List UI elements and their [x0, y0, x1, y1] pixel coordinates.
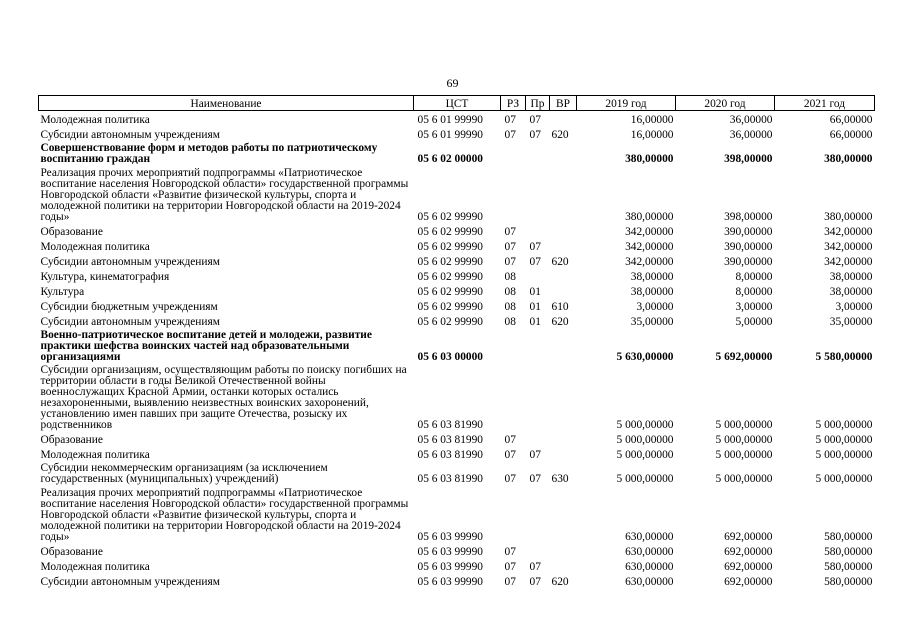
row-cst: 05 6 01 99990: [417, 129, 483, 141]
row-value-2020: 5 000,00000: [715, 419, 773, 431]
row-value-2020: 36,00000: [729, 129, 773, 141]
row-value-2021: 5 000,00000: [815, 434, 873, 446]
row-value-2020: 5 692,00000: [715, 351, 773, 363]
row-value-2020: 692,00000: [724, 576, 773, 588]
row-cst: 05 6 03 99990: [417, 531, 483, 543]
row-value-2021: 66,00000: [829, 114, 873, 126]
row-value-2021: 580,00000: [824, 546, 873, 558]
row-value-2021: 380,00000: [824, 211, 873, 223]
table-row: [39, 313, 875, 328]
row-cst: 05 6 02 99990: [417, 241, 483, 253]
row-cst: 05 6 02 99990: [417, 226, 483, 238]
table-row: [39, 111, 875, 127]
row-vr: [550, 223, 577, 238]
row-value-2019: 5 000,00000: [616, 434, 674, 446]
table-row: [39, 298, 875, 313]
row-value-2020: 8,00000: [735, 286, 773, 298]
row-name: Культура, кинематография: [40, 271, 170, 283]
row-value-2019: 5 000,00000: [616, 419, 674, 431]
row-rz: [501, 363, 526, 431]
row-value-2021: 38,00000: [829, 286, 873, 298]
row-name: Молодежная политика: [40, 114, 150, 126]
row-rz: 07: [504, 576, 516, 588]
row-pr: [526, 328, 550, 363]
row-name: Реализация прочих мероприятий подпрограммы «Патриотическое воспитание населения Новгородской области» государственной программы Новгородской области «Развитие физической культуры, спорта и молодежной политики на территории Новгородской области на 2019-2024 годы»: [40, 167, 409, 223]
page-number: 69: [446, 76, 459, 90]
row-value-2020: 692,00000: [724, 531, 773, 543]
header-2020: 2020 год: [676, 96, 775, 111]
row-value-2021: 380,00000: [824, 153, 873, 165]
row-value-2019: 380,00000: [625, 153, 674, 165]
row-rz: 07: [504, 473, 516, 485]
row-vr: [550, 111, 577, 127]
row-value-2020: 390,00000: [724, 256, 773, 268]
row-value-2019: 5 630,00000: [616, 351, 674, 363]
row-value-2019: 38,00000: [630, 286, 674, 298]
row-name: Совершенствование форм и методов работы по патриотическому воспитанию граждан: [40, 142, 378, 165]
row-vr: [550, 283, 577, 298]
row-value-2020: 390,00000: [724, 226, 773, 238]
table-row: [39, 223, 875, 238]
row-cst: 05 6 01 99990: [417, 114, 483, 126]
header-name: Наименование: [39, 96, 414, 111]
row-value-2019: 16,00000: [630, 114, 674, 126]
table-header-row: [39, 96, 875, 111]
row-value-2020: 5 000,00000: [715, 473, 773, 485]
row-vr: [550, 558, 577, 573]
row-value-2020: 390,00000: [724, 241, 773, 253]
row-value-2020: 692,00000: [724, 561, 773, 573]
row-cst: 05 6 02 00000: [417, 153, 483, 165]
row-value-2019: 16,00000: [630, 129, 674, 141]
row-pr: [526, 223, 550, 238]
row-rz: 07: [504, 256, 516, 268]
row-value-2019: 38,00000: [630, 271, 674, 283]
table-row: [39, 141, 875, 165]
row-value-2021: 342,00000: [824, 226, 873, 238]
row-value-2021: 580,00000: [824, 531, 873, 543]
row-cst: 05 6 03 81990: [417, 419, 483, 431]
table-row: [39, 461, 875, 485]
row-value-2020: 5,00000: [735, 316, 773, 328]
row-cst: 05 6 03 81990: [417, 434, 483, 446]
row-pr: [526, 543, 550, 558]
row-value-2019: 5 000,00000: [616, 449, 674, 461]
header-rz: РЗ: [501, 96, 526, 111]
table-row: [39, 283, 875, 298]
row-vr: 620: [551, 129, 569, 141]
row-pr: 07: [529, 561, 541, 573]
row-value-2019: 35,00000: [630, 316, 674, 328]
header-2019: 2019 год: [577, 96, 676, 111]
row-vr: [550, 328, 577, 363]
row-name: Молодежная политика: [40, 241, 150, 253]
row-value-2020: 8,00000: [735, 271, 773, 283]
row-name: Субсидии некоммерческим организациям (за исключением государственных (муниципальных) учреждений): [40, 462, 328, 485]
row-name: Субсидии автономным учреждениям: [40, 256, 220, 268]
row-vr: [550, 363, 577, 431]
row-name: Реализация прочих мероприятий подпрограммы «Патриотическое воспитание населения Новгородской области» государственной программы Новгородской области «Развитие физической культуры, спорта и молодежной политики на территории Новгородской области на 2019-2024 годы»: [40, 487, 409, 543]
row-vr: 630: [551, 473, 569, 485]
row-rz: 07: [504, 241, 516, 253]
row-name: Субсидии автономным учреждениям: [40, 576, 220, 588]
row-pr: 07: [529, 256, 541, 268]
table-row: [39, 268, 875, 283]
row-rz: [501, 141, 526, 165]
row-value-2019: 630,00000: [625, 576, 674, 588]
table-row: [39, 573, 875, 588]
row-cst: 05 6 03 00000: [417, 351, 483, 363]
row-vr: 620: [551, 316, 569, 328]
row-rz: 08: [504, 301, 516, 313]
table-row: [39, 238, 875, 253]
row-cst: 05 6 03 99990: [417, 546, 483, 558]
row-rz: [501, 165, 526, 223]
row-rz: [501, 328, 526, 363]
row-value-2021: 35,00000: [829, 316, 873, 328]
row-value-2021: 38,00000: [829, 271, 873, 283]
row-value-2019: 5 000,00000: [616, 473, 674, 485]
row-rz: 07: [504, 114, 516, 126]
row-vr: 620: [551, 256, 569, 268]
table-row: [39, 558, 875, 573]
table-row: [39, 328, 875, 363]
budget-table: [38, 95, 875, 588]
row-cst: 05 6 02 99990: [417, 256, 483, 268]
row-value-2020: 5 000,00000: [715, 449, 773, 461]
row-rz: [501, 485, 526, 543]
row-pr: [526, 165, 550, 223]
row-value-2020: 3,00000: [735, 301, 773, 313]
row-pr: 01: [529, 301, 541, 313]
row-rz: 07: [504, 226, 516, 238]
row-cst: 05 6 03 81990: [417, 449, 483, 461]
row-value-2021: 342,00000: [824, 256, 873, 268]
row-value-2021: 66,00000: [829, 129, 873, 141]
row-rz: 08: [504, 316, 516, 328]
row-pr: [526, 141, 550, 165]
row-value-2021: 5 000,00000: [815, 473, 873, 485]
table-row: [39, 446, 875, 461]
table-row: [39, 126, 875, 141]
row-cst: 05 6 03 99990: [417, 561, 483, 573]
row-cst: 05 6 02 99990: [417, 316, 483, 328]
header-2021: 2021 год: [775, 96, 875, 111]
row-value-2020: 5 000,00000: [715, 434, 773, 446]
row-vr: [550, 141, 577, 165]
row-vr: 620: [551, 576, 569, 588]
row-rz: 07: [504, 546, 516, 558]
row-name: Образование: [40, 434, 103, 446]
row-value-2021: 3,00000: [835, 301, 873, 313]
row-rz: 07: [504, 129, 516, 141]
row-cst: 05 6 03 81990: [417, 473, 483, 485]
row-value-2019: 630,00000: [625, 531, 674, 543]
row-name: Культура: [40, 286, 85, 298]
row-name: Субсидии автономным учреждениям: [40, 316, 220, 328]
row-value-2019: 3,00000: [636, 301, 674, 313]
row-rz: 07: [504, 434, 516, 446]
row-pr: [526, 363, 550, 431]
header-pr: Пр: [526, 96, 550, 111]
row-vr: 610: [551, 301, 569, 313]
row-rz: 08: [504, 271, 516, 283]
row-cst: 05 6 02 99990: [417, 301, 483, 313]
table-body: [39, 111, 875, 589]
row-value-2020: 36,00000: [729, 114, 773, 126]
row-value-2019: 342,00000: [625, 226, 674, 238]
row-name: Образование: [40, 546, 103, 558]
row-pr: [526, 268, 550, 283]
row-rz: 07: [504, 449, 516, 461]
header-cst: ЦСТ: [414, 96, 501, 111]
row-value-2021: 580,00000: [824, 561, 873, 573]
row-value-2021: 5 580,00000: [815, 351, 873, 363]
row-name: Образование: [40, 226, 103, 238]
row-cst: 05 6 02 99990: [417, 286, 483, 298]
row-pr: 07: [529, 114, 541, 126]
row-vr: [550, 446, 577, 461]
row-name: Субсидии автономным учреждениям: [40, 129, 220, 141]
row-value-2021: 5 000,00000: [815, 419, 873, 431]
header-vr: ВР: [550, 96, 577, 111]
row-value-2020: 398,00000: [724, 153, 773, 165]
row-cst: 05 6 02 99990: [417, 211, 483, 223]
row-name: Молодежная политика: [40, 449, 150, 461]
row-cst: 05 6 02 99990: [417, 271, 483, 283]
row-cst: 05 6 03 99990: [417, 576, 483, 588]
row-value-2020: 692,00000: [724, 546, 773, 558]
row-value-2019: 342,00000: [625, 256, 674, 268]
row-name: Военно-патриотическое воспитание детей и молодежи, развитие практики шефства воинских частей над образовательными организациями: [40, 329, 372, 363]
table-row: [39, 543, 875, 558]
row-pr: 07: [529, 473, 541, 485]
row-pr: 01: [529, 316, 541, 328]
row-vr: [550, 485, 577, 543]
row-vr: [550, 165, 577, 223]
row-rz: 08: [504, 286, 516, 298]
row-pr: [526, 485, 550, 543]
row-pr: 07: [529, 576, 541, 588]
row-pr: 07: [529, 129, 541, 141]
row-value-2019: 342,00000: [625, 241, 674, 253]
row-name: Молодежная политика: [40, 561, 150, 573]
row-value-2019: 630,00000: [625, 561, 674, 573]
row-pr: 07: [529, 241, 541, 253]
row-value-2020: 398,00000: [724, 211, 773, 223]
row-pr: 07: [529, 449, 541, 461]
row-name: Субсидии бюджетным учреждениям: [40, 301, 218, 313]
row-value-2019: 380,00000: [625, 211, 674, 223]
row-vr: [550, 431, 577, 446]
row-value-2021: 580,00000: [824, 576, 873, 588]
table-row: [39, 431, 875, 446]
row-vr: [550, 543, 577, 558]
row-pr: 01: [529, 286, 541, 298]
table-row: [39, 165, 875, 223]
row-name: Субсидии организациям, осуществляющим работы по поиску погибших на территории области в годы Великой Отечественной войны военнослужащих Красной Армии, останки которых остались незахороненными, выявлению неизвестных воинских захоронений, установлению имен павших при защите Отечества, розыску их родственников: [40, 364, 407, 431]
row-rz: 07: [504, 561, 516, 573]
row-pr: [526, 431, 550, 446]
row-vr: [550, 268, 577, 283]
table-row: [39, 363, 875, 431]
row-value-2019: 630,00000: [625, 546, 674, 558]
row-value-2021: 5 000,00000: [815, 449, 873, 461]
table-row: [39, 485, 875, 543]
row-value-2021: 342,00000: [824, 241, 873, 253]
table-row: [39, 253, 875, 268]
row-vr: [550, 238, 577, 253]
